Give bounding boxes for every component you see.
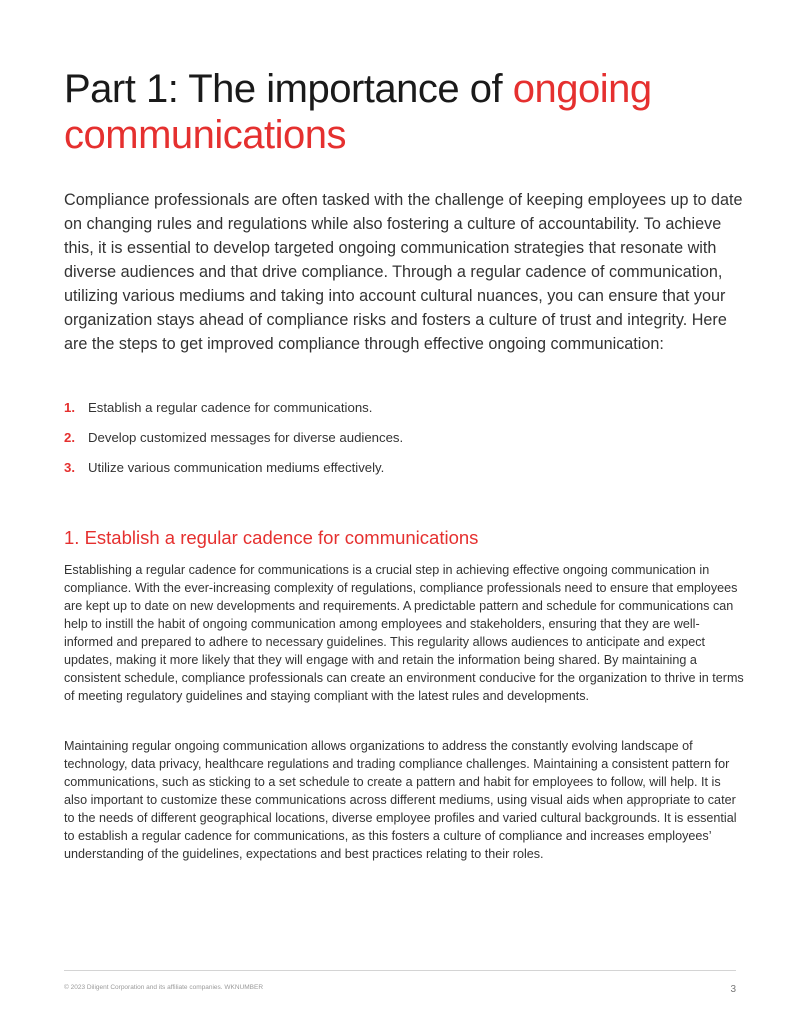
page-title-prefix: Part 1: The importance of xyxy=(64,67,513,111)
list-item xyxy=(64,428,736,458)
footer-copyright: © 2023 Diligent Corporation and its affiliate companies. WKNUMBER xyxy=(64,984,264,991)
step-text: Develop customized messages for diverse audiences. xyxy=(88,430,404,445)
section-paragraph-2: Maintaining regular ongoing communication allows organizations to address the constantly evolving landscape of technology, data privacy, healthcare regulations and trading compliance challenges. Maintaining a consistent pattern for communications, such as sticking to a set schedule to create a pattern and habit for employees to follow, will help. It is also important to customize these communications across different mediums, using visual aids when appropriate to cater to the needs of different geographical locations, diverse employee profiles and varied cultural backgrounds. It is essential to establish a regular cadence for communications, as this fosters a culture of compliance and increases employees’ understanding of the guidelines, expectations and best practices relating to their roles. xyxy=(64,739,737,861)
step-number: 1. xyxy=(64,400,75,415)
step-number: 2. xyxy=(64,430,75,445)
page-title-accent: ongoing communications xyxy=(64,67,652,157)
step-number: 3. xyxy=(64,460,75,475)
section-heading: 1. Establish a regular cadence for communications xyxy=(64,527,479,548)
step-text: Establish a regular cadence for communications. xyxy=(88,400,373,415)
list-item xyxy=(64,458,736,488)
page-title xyxy=(64,66,744,158)
section-paragraph-1: Establishing a regular cadence for communications is a crucial step in achieving effective ongoing communication in compliance. With the ever-increasing complexity of regulations, compliance professionals need to ensure that employees are kept up to date on new developments and requirements. A predictable pattern and schedule for communications can help to instill the habit of ongoing communication among employees and stakeholders, ensuring that they are well-informed and prepared to adhere to necessary guidelines. This regularity allows audiences to anticipate and expect updates, making it more likely that they will engage with and retain the information being shared. By maintaining a consistent schedule, compliance professionals can create an environment conducive for the organization to thrive in terms of meeting regulatory guidelines and staying compliant with the latest rules and developments. xyxy=(64,563,744,703)
page-number: 3 xyxy=(730,984,736,995)
steps-list xyxy=(64,398,736,488)
footer-divider xyxy=(64,970,736,971)
list-item xyxy=(64,398,736,428)
step-text: Utilize various communication mediums effectively. xyxy=(88,460,385,475)
intro-paragraph: Compliance professionals are often tasked with the challenge of keeping employees up to date on changing rules and regulations while also fostering a culture of accountability. To achieve this, it is essential to develop targeted ongoing communication strategies that resonate with diverse audiences and that drive compliance. Through a regular cadence of communication, utilizing various mediums and taking into account cultural nuances, you can ensure that your organization stays ahead of compliance risks and fosters a culture of trust and integrity. Here are the steps to get improved compliance through effective ongoing communication: xyxy=(64,191,743,353)
